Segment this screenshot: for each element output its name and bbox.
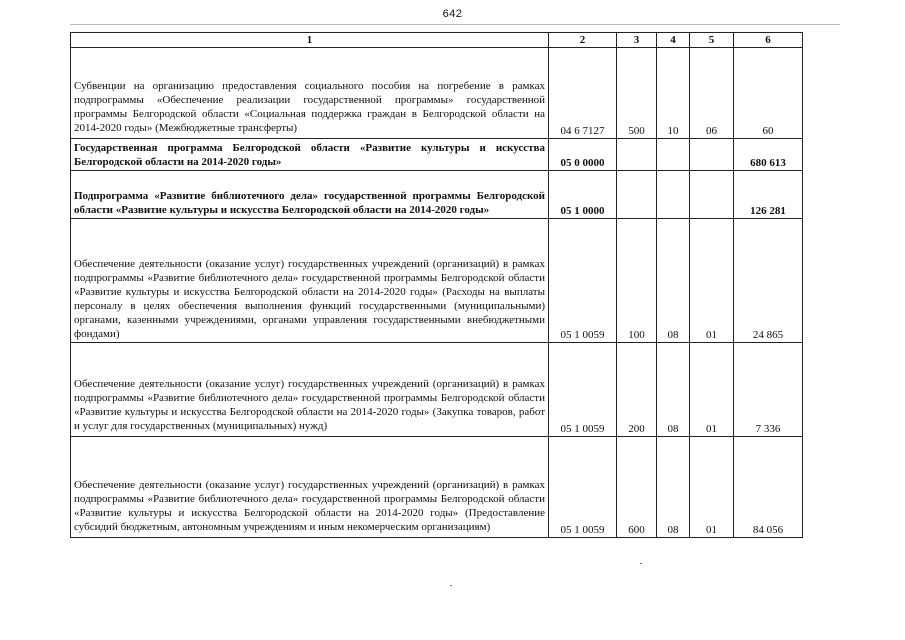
row-section [657, 139, 690, 171]
table-row [71, 139, 803, 171]
row-expense-type: 100 [617, 219, 657, 343]
row-code: 05 1 0059 [549, 437, 617, 538]
table-row [71, 343, 803, 437]
row-section: 08 [657, 343, 690, 437]
column-header: 1 [71, 33, 549, 48]
table-header-row [71, 33, 803, 48]
row-amount: 60 [734, 48, 803, 139]
column-header: 3 [617, 33, 657, 48]
table-row [71, 437, 803, 538]
row-description: Государственная программа Белгородской области «Развитие культуры и искусства Белгородской области на 2014-2020 годы» [71, 139, 549, 171]
row-description: Обеспечение деятельности (оказание услуг) государственных учреждений (организаций) в рамках подпрограммы «Развитие библиотечного дела» государственной программы Белгородской области «Развитие культуры и искусства Белгородской области на 2014-2020 годы» (Расходы на выплаты персоналу в целях обеспечения выполнения функций государственными (муниципальными) органами, казенными учреждениями, органами управления государственными внебюджетными фондами) [71, 219, 549, 343]
table-row [71, 171, 803, 219]
row-section: 08 [657, 219, 690, 343]
row-expense-type [617, 139, 657, 171]
row-section: 10 [657, 48, 690, 139]
row-amount: 126 281 [734, 171, 803, 219]
row-amount: 84 056 [734, 437, 803, 538]
row-description: Обеспечение деятельности (оказание услуг) государственных учреждений (организаций) в рамках подпрограммы «Развитие библиотечного дела» государственной программы Белгородской области «Развитие культуры и искусства Белгородской области на 2014-2020 годы» (Закупка товаров, работ и услуг для государственных (муниципальных) нужд) [71, 343, 549, 437]
table-row [71, 48, 803, 139]
row-expense-type: 600 [617, 437, 657, 538]
row-section: 08 [657, 437, 690, 538]
row-subsection: 01 [690, 437, 734, 538]
row-code: 04 6 7127 [549, 48, 617, 139]
row-expense-type: 200 [617, 343, 657, 437]
scan-speck [640, 563, 642, 564]
page-number: 642 [442, 8, 463, 20]
row-code: 05 1 0000 [549, 171, 617, 219]
row-description: Субвенции на организацию предоставления социального пособия на погребение в рамках подпрограммы «Обеспечение реализации государственной программы» государственной программы Белгородской области «Социальная поддержка граждан в Белгородской области на 2014-2020 годы» (Межбюджетные трансферты) [71, 48, 549, 139]
table-row [71, 219, 803, 343]
column-header: 5 [690, 33, 734, 48]
row-expense-type: 500 [617, 48, 657, 139]
scan-speck [450, 585, 452, 586]
row-amount: 24 865 [734, 219, 803, 343]
row-description: Подпрограмма «Развитие библиотечного дела» государственной программы Белгородской области «Развитие культуры и искусства Белгородской области на 2014-2020 годы» [71, 171, 549, 219]
row-amount: 7 336 [734, 343, 803, 437]
row-section [657, 171, 690, 219]
row-amount: 680 613 [734, 139, 803, 171]
column-header: 2 [549, 33, 617, 48]
row-subsection: 06 [690, 48, 734, 139]
row-subsection [690, 171, 734, 219]
row-subsection [690, 139, 734, 171]
row-code: 05 1 0059 [549, 219, 617, 343]
column-header: 6 [734, 33, 803, 48]
row-code: 05 0 0000 [549, 139, 617, 171]
budget-table [70, 32, 803, 538]
row-code: 05 1 0059 [549, 343, 617, 437]
scan-artifact-line [70, 24, 840, 25]
row-description: Обеспечение деятельности (оказание услуг) государственных учреждений (организаций) в рамках подпрограммы «Развитие библиотечного дела» государственной программы Белгородской области «Развитие культуры и искусства Белгородской области на 2014-2020 годы» (Предоставление субсидий бюджетным, автономным учреждениям и иным некомерческим организациям) [71, 437, 549, 538]
row-subsection: 01 [690, 343, 734, 437]
row-expense-type [617, 171, 657, 219]
row-subsection: 01 [690, 219, 734, 343]
column-header: 4 [657, 33, 690, 48]
